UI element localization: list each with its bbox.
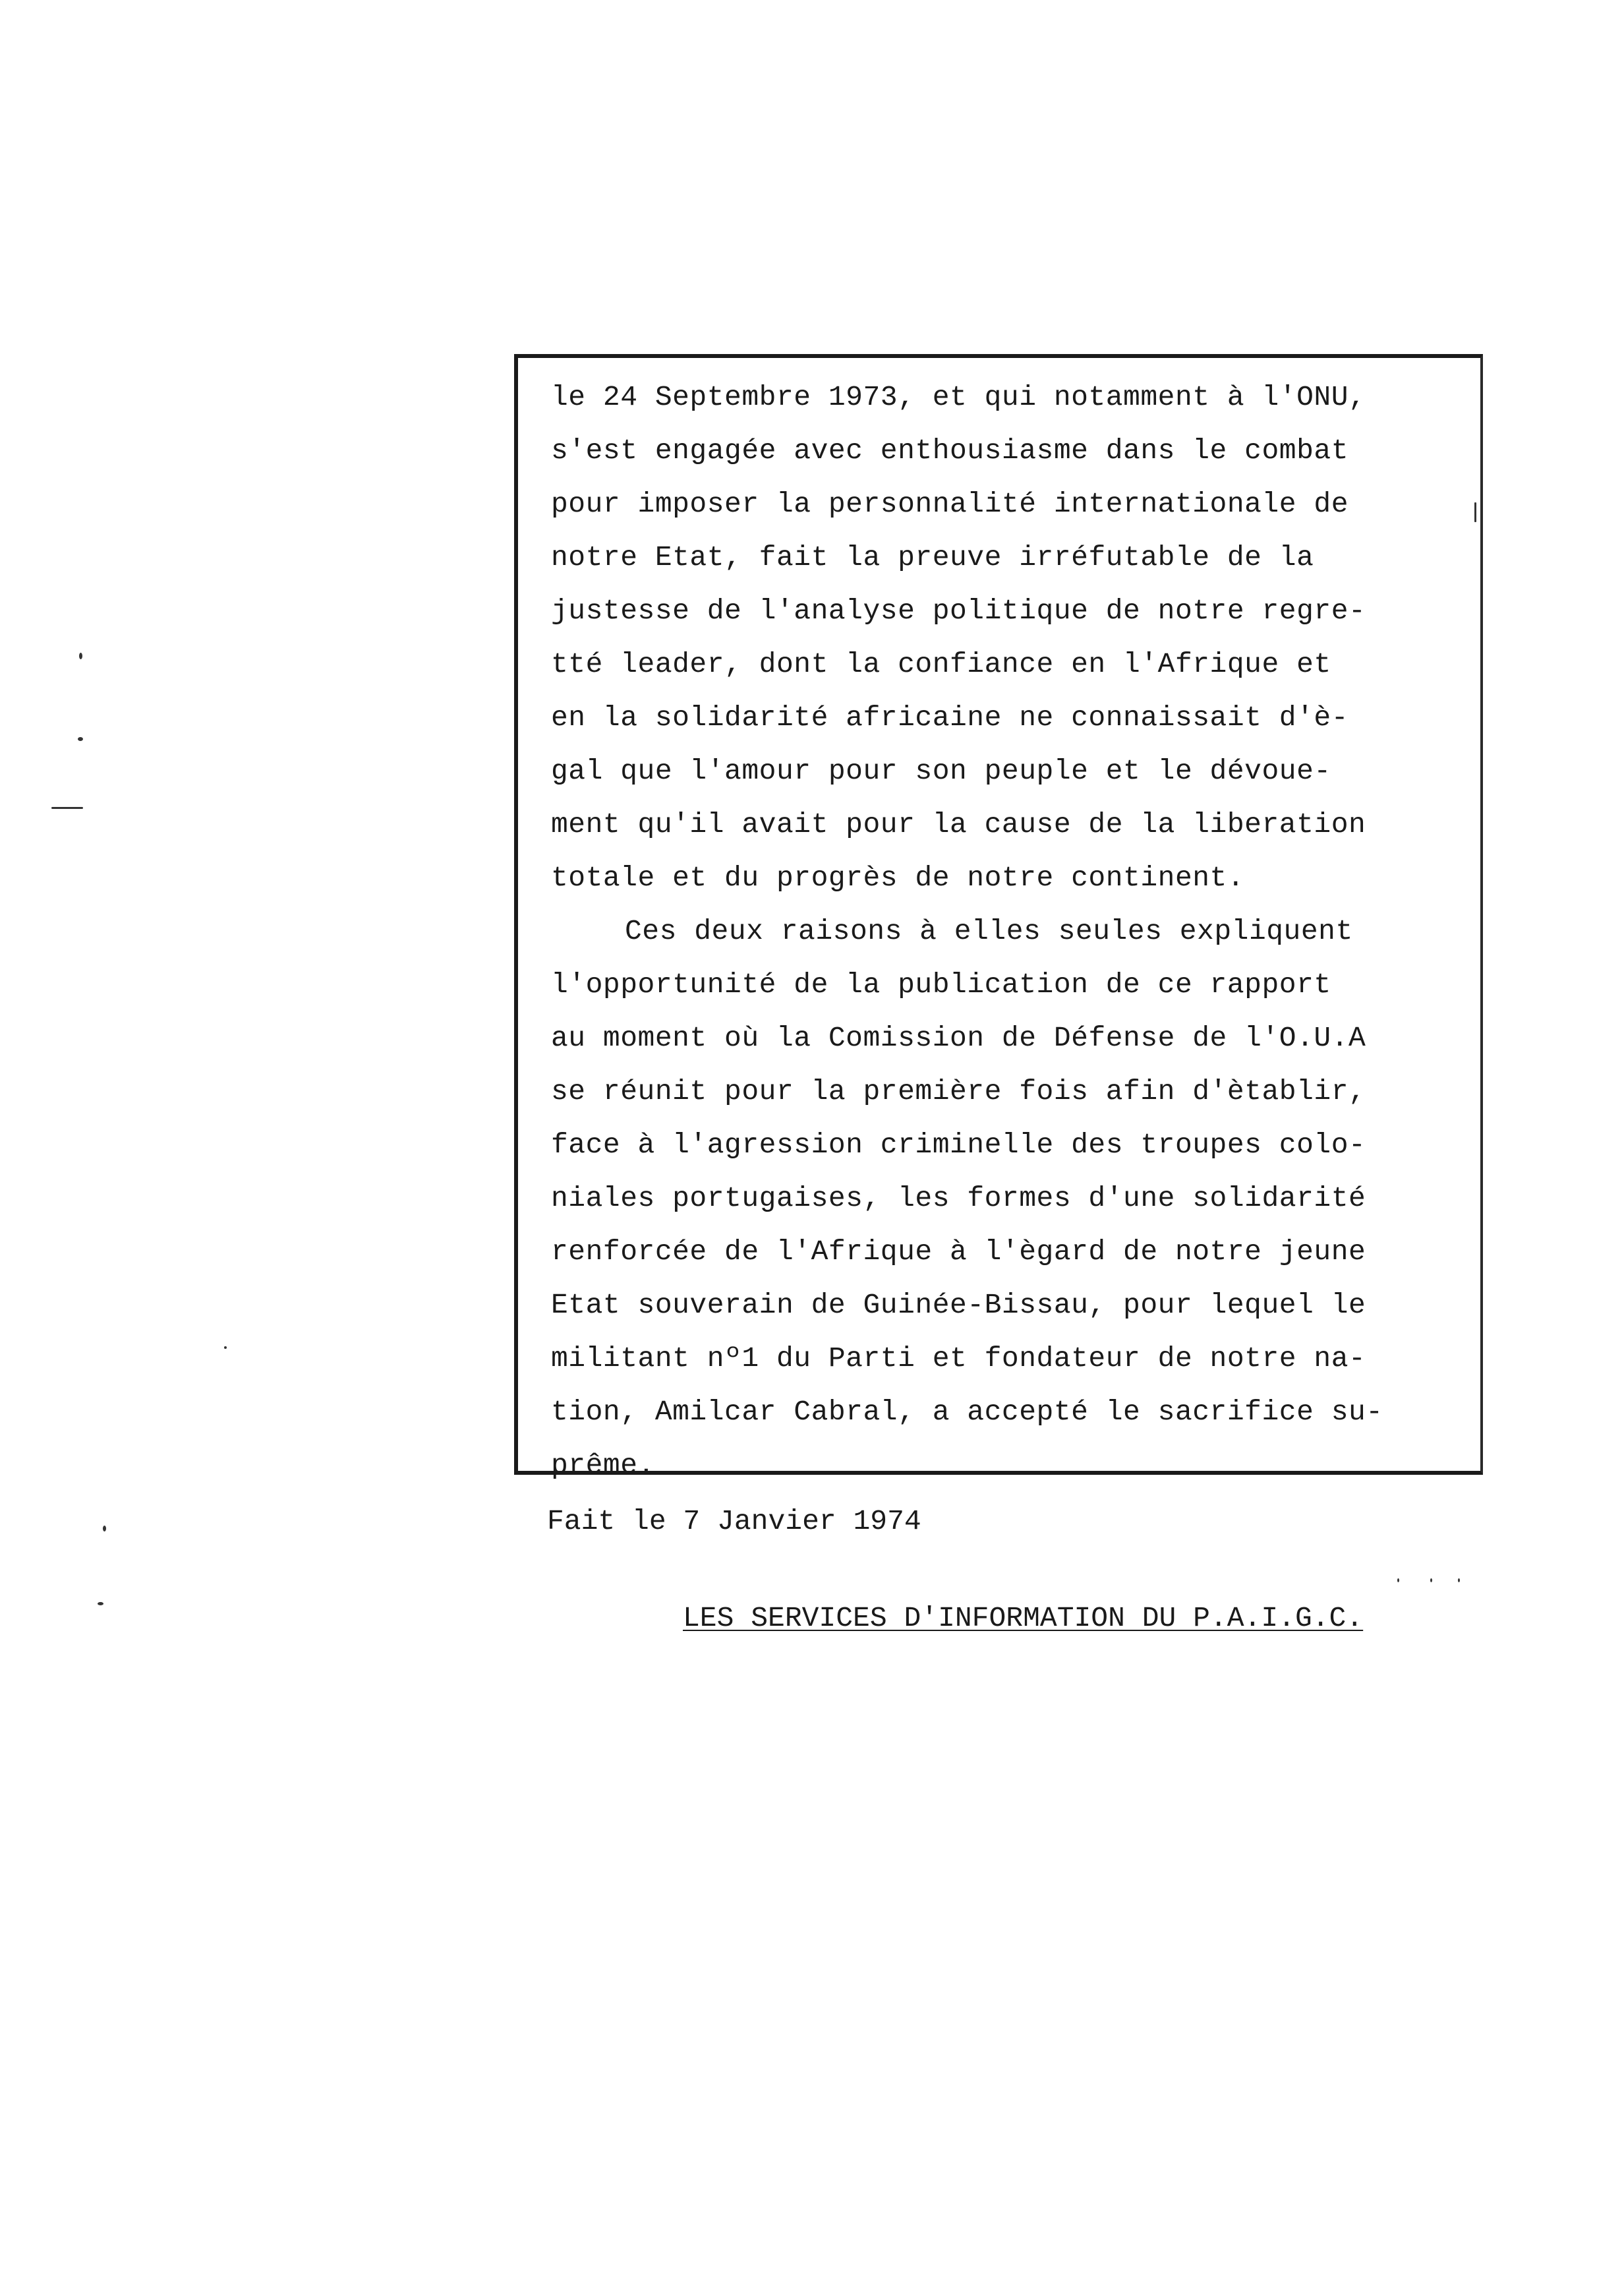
paragraph-2-line: niales portugaises, les formes d'une solidarité bbox=[551, 1182, 1366, 1214]
scan-speck bbox=[78, 737, 83, 741]
scan-speck bbox=[1474, 502, 1476, 522]
scan-speck bbox=[103, 1526, 106, 1531]
body-line: le 24 Septembre 1973, et qui notamment à l'ONU, bbox=[551, 381, 1366, 413]
paragraph-2-line: Ces deux raisons à elles seules expliquent bbox=[625, 915, 1353, 947]
scan-speck bbox=[98, 1602, 103, 1605]
date-line: Fait le 7 Janvier 1974 bbox=[547, 1505, 921, 1537]
body-line: gal que l'amour pour son peuple et le dévoue- bbox=[551, 755, 1331, 787]
body-line: ment qu'il avait pour la cause de la liberation bbox=[551, 808, 1366, 841]
paragraph-2-line: au moment où la Comission de Défense de l'O.U.A bbox=[551, 1022, 1366, 1054]
scan-speck bbox=[79, 653, 82, 659]
paragraph-2-line: Etat souverain de Guinée-Bissau, pour lequel le bbox=[551, 1289, 1366, 1321]
paragraph-2-line: prême. bbox=[551, 1449, 655, 1481]
body-line: totale et du progrès de notre continent. bbox=[551, 862, 1245, 894]
body-text bbox=[551, 371, 1474, 1492]
body-line: s'est engagée avec enthousiasme dans le combat bbox=[551, 434, 1348, 467]
paragraph-2-line: l'opportunité de la publication de ce rapport bbox=[551, 968, 1331, 1001]
paragraph-2-line: militant nº1 du Parti et fondateur de notre na- bbox=[551, 1342, 1366, 1375]
scan-speck bbox=[1430, 1578, 1432, 1582]
paragraph-2-line: tion, Amilcar Cabral, a accepté le sacrifice su- bbox=[551, 1396, 1383, 1428]
scan-speck bbox=[1397, 1578, 1399, 1582]
scan-speck bbox=[1458, 1578, 1460, 1582]
body-line: tté leader, dont la confiance en l'Afrique et bbox=[551, 648, 1331, 680]
paragraph-2-line: se réunit pour la première fois afin d'ètablir, bbox=[551, 1075, 1366, 1108]
body-line: justesse de l'analyse politique de notre regre- bbox=[551, 595, 1366, 627]
body-line: en la solidarité africaine ne connaissait d'è- bbox=[551, 701, 1348, 734]
scan-speck bbox=[51, 807, 83, 809]
paragraph-2-line: face à l'agression criminelle des troupes colo- bbox=[551, 1129, 1366, 1161]
scan-speck bbox=[224, 1346, 227, 1349]
body-line: pour imposer la personnalité internationale de bbox=[551, 488, 1348, 520]
signature-line: LES SERVICES D'INFORMATION DU P.A.I.G.C. bbox=[683, 1602, 1364, 1634]
paragraph-2-line: renforcée de l'Afrique à l'ègard de notre jeune bbox=[551, 1235, 1366, 1268]
body-line: notre Etat, fait la preuve irréfutable de la bbox=[551, 541, 1314, 574]
